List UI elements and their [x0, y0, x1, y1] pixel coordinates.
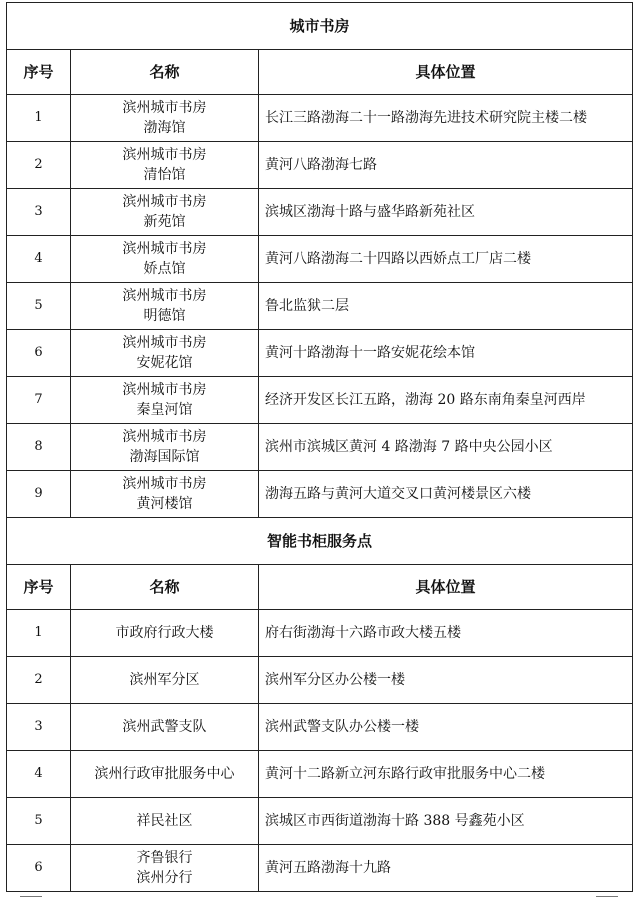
row-name [71, 751, 259, 798]
table-row [7, 845, 633, 892]
header-name: 名称 [71, 565, 259, 610]
row-no: 5 [7, 283, 71, 330]
header-location: 具体位置 [259, 565, 633, 610]
table-row [7, 657, 633, 704]
table-row [7, 471, 633, 518]
row-no: 3 [7, 704, 71, 751]
row-name [71, 95, 259, 142]
row-location: 鲁北监狱二层 [259, 283, 633, 330]
row-no: 3 [7, 189, 71, 236]
name-line-2: 渤海馆 [143, 120, 186, 136]
row-name [71, 377, 259, 424]
header-location: 具体位置 [259, 50, 633, 95]
name-line-1: 滨州城市书房 [122, 382, 207, 398]
row-location: 黄河八路渤海七路 [259, 142, 633, 189]
row-location: 黄河八路渤海二十四路以西娇点工厂店二楼 [259, 236, 633, 283]
name-line-2: 黄河楼馆 [136, 496, 193, 512]
row-name [71, 424, 259, 471]
name-line-2: 滨州分行 [136, 870, 193, 886]
row-name [71, 189, 259, 236]
table-row [7, 377, 633, 424]
table-row [7, 95, 633, 142]
row-no: 4 [7, 236, 71, 283]
row-location: 黄河十路渤海十一路安妮花绘本馆 [259, 330, 633, 377]
name-line-1: 滨州武警支队 [122, 719, 207, 735]
row-location: 滨城区市西街道渤海十路 388 号鑫苑小区 [259, 798, 633, 845]
row-name [71, 610, 259, 657]
table-row [7, 142, 633, 189]
row-name [71, 236, 259, 283]
row-no: 7 [7, 377, 71, 424]
row-no: 5 [7, 798, 71, 845]
page-corner-mark-left [20, 896, 42, 897]
name-line-1: 滨州城市书房 [122, 147, 207, 163]
row-no: 2 [7, 657, 71, 704]
row-location: 滨州军分区办公楼一楼 [259, 657, 633, 704]
service-points-table [6, 2, 633, 892]
header-name: 名称 [71, 50, 259, 95]
name-line-1: 祥民社区 [136, 813, 193, 829]
row-location: 黄河五路渤海十九路 [259, 845, 633, 892]
row-no: 8 [7, 424, 71, 471]
row-location: 经济开发区长江五路，渤海 20 路东南角秦皇河西岸 [259, 377, 633, 424]
name-line-1: 滨州城市书房 [122, 429, 207, 445]
name-line-1: 滨州城市书房 [122, 288, 207, 304]
section-title-row [7, 518, 633, 565]
name-line-2: 娇点馆 [143, 261, 186, 277]
name-line-1: 滨州城市书房 [122, 194, 207, 210]
header-row [7, 565, 633, 610]
name-line-2: 安妮花馆 [136, 355, 193, 371]
row-name [71, 471, 259, 518]
row-no: 2 [7, 142, 71, 189]
row-no: 1 [7, 95, 71, 142]
name-line-2: 清怡馆 [143, 167, 186, 183]
table-row [7, 330, 633, 377]
header-row [7, 50, 633, 95]
name-line-2: 秦皇河馆 [136, 402, 193, 418]
row-location: 渤海五路与黄河大道交叉口黄河楼景区六楼 [259, 471, 633, 518]
row-location: 府右街渤海十六路市政大楼五楼 [259, 610, 633, 657]
name-line-1: 滨州军分区 [129, 672, 200, 688]
section-title-smart-bookcase: 智能书柜服务点 [7, 518, 633, 565]
table-row [7, 798, 633, 845]
name-line-1: 市政府行政大楼 [115, 625, 214, 641]
row-no: 4 [7, 751, 71, 798]
name-line-1: 齐鲁银行 [136, 850, 193, 866]
row-location: 滨城区渤海十路与盛华路新苑社区 [259, 189, 633, 236]
header-no: 序号 [7, 50, 71, 95]
name-line-2: 新苑馆 [143, 214, 186, 230]
table-row [7, 424, 633, 471]
row-no: 9 [7, 471, 71, 518]
row-location: 长江三路渤海二十一路渤海先进技术研究院主楼二楼 [259, 95, 633, 142]
name-line-1: 滨州行政审批服务中心 [94, 766, 235, 782]
section-title-row [7, 3, 633, 50]
table-row [7, 751, 633, 798]
row-no: 6 [7, 845, 71, 892]
row-location: 黄河十二路新立河东路行政审批服务中心二楼 [259, 751, 633, 798]
row-no: 1 [7, 610, 71, 657]
page-corner-mark-right [596, 896, 618, 897]
name-line-2: 明德馆 [143, 308, 186, 324]
row-name [71, 657, 259, 704]
name-line-1: 滨州城市书房 [122, 100, 207, 116]
row-no: 6 [7, 330, 71, 377]
table-row [7, 610, 633, 657]
name-line-1: 滨州城市书房 [122, 335, 207, 351]
row-name [71, 704, 259, 751]
row-location: 滨州武警支队办公楼一楼 [259, 704, 633, 751]
row-name [71, 845, 259, 892]
name-line-2: 渤海国际馆 [129, 449, 200, 465]
row-name [71, 798, 259, 845]
name-line-1: 滨州城市书房 [122, 241, 207, 257]
row-name [71, 283, 259, 330]
section-title-city-study: 城市书房 [7, 3, 633, 50]
table-row [7, 189, 633, 236]
table-row [7, 704, 633, 751]
row-name [71, 330, 259, 377]
header-no: 序号 [7, 565, 71, 610]
row-name [71, 142, 259, 189]
row-location: 滨州市滨城区黄河 4 路渤海 7 路中央公园小区 [259, 424, 633, 471]
table-row [7, 236, 633, 283]
table-row [7, 283, 633, 330]
name-line-1: 滨州城市书房 [122, 476, 207, 492]
